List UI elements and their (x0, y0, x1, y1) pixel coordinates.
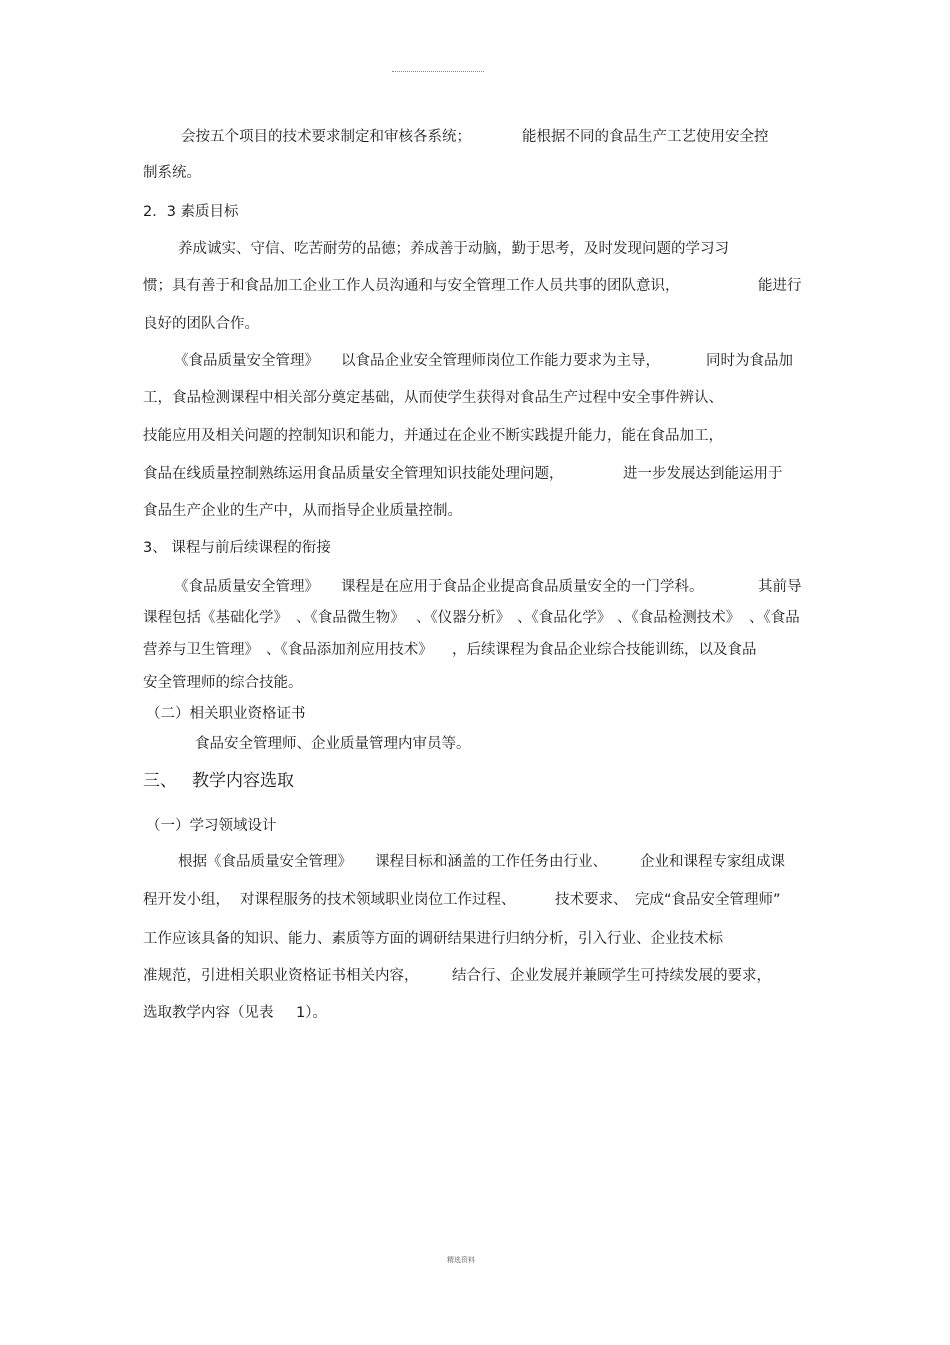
text-line: 工，食品检测课程中相关部分奠定基础，从而使学生获得对食品生产过程中安全事件辨认、 (143, 390, 723, 406)
text-line: 课程包括《基础化学》 (143, 610, 288, 626)
text-line: 以食品企业安全管理师岗位工作能力要求为主导， (341, 353, 660, 369)
section-heading: （二）相关职业资格证书 (146, 706, 306, 722)
text-line: ，后续课程为食品企业综合技能训练，以及食品 (452, 642, 757, 658)
text-line: 课程是在应用于食品企业提高食品质量安全的一门学科。 (341, 579, 704, 595)
section-heading: 2．3 素质目标 (143, 204, 239, 220)
text-line: 程开发小组， (143, 892, 230, 908)
text-line: 技能应用及相关问题的控制知识和能力，并通过在企业不断实践提升能力，能在食品加工， (143, 428, 723, 444)
text-line: 、《食品检测技术》 (617, 610, 741, 626)
text-line: 食品在线质量控制熟练运用食品质量安全管理知识技能处理问题， (143, 466, 564, 482)
text-line: 安全管理师的综合技能。 (143, 675, 303, 691)
text-line: 其前导 (758, 579, 802, 595)
text-line: 营养与卫生管理》 (143, 642, 259, 658)
text-line: 能进行 (758, 278, 802, 294)
text-line: 、《仪器分析》 (416, 610, 511, 626)
text-line: 《食品质量安全管理》 (174, 353, 319, 369)
text-line: 《食品质量安全管理》 (174, 579, 319, 595)
page-footer: 精选资料 (447, 1256, 475, 1264)
text-line: 完成“食品安全管理师” (635, 892, 781, 908)
text-line: 准规范，引进相关职业资格证书相关内容， (143, 968, 419, 984)
text-line: 根据《食品质量安全管理》 (178, 854, 352, 870)
section-heading: 3、 课程与前后续课程的衔接 (143, 540, 331, 556)
section-heading: （一）学习领域设计 (146, 818, 277, 834)
chapter-heading: 教学内容选取 (192, 771, 294, 791)
text-line: 食品生产企业的生产中，从而指导企业质量控制。 (143, 503, 462, 519)
text-line: 良好的团队合作。 (143, 316, 259, 332)
text-line: 企业和课程专家组成课 (640, 854, 785, 870)
text-line: 制系统。 (143, 165, 201, 181)
text-line: 结合行、企业发展并兼顾学生可持续发展的要求， (452, 968, 771, 984)
chapter-number: 三、 (143, 771, 177, 791)
text-line: 进一步发展达到能运用于 (623, 466, 783, 482)
text-line: 惯；具有善于和食品加工企业工作人员沟通和与安全管理工作人员共事的团队意识， (143, 278, 680, 294)
text-line: 、《食品微生物》 (296, 610, 405, 626)
text-line: 对课程服务的技术领域职业岗位工作过程、 (240, 892, 516, 908)
text-line: 食品安全管理师、企业质量管理内审员等。 (195, 736, 471, 752)
text-line: 同时为食品加 (706, 353, 793, 369)
text-line: 、《食品化学》 (517, 610, 612, 626)
text-line: 能根据不同的食品生产工艺使用安全控 (522, 129, 769, 145)
text-line: 会按五个项目的技术要求制定和审核各系统； (181, 129, 471, 145)
text-line: 技术要求、 (555, 892, 628, 908)
text-line: 工作应该具备的知识、能力、素质等方面的调研结果进行归纳分析，引入行业、企业技术标 (143, 931, 723, 947)
text-line: 、《食品 (749, 610, 800, 626)
text-line: 选取教学内容（见表 (143, 1005, 274, 1021)
text-line: 养成诚实、守信、吃苦耐劳的品德；养成善于动脑，勤于思考，及时发现问题的学习习 (178, 241, 729, 257)
text-line: 1）。 (296, 1005, 327, 1021)
text-line: 课程目标和涵盖的工作任务由行业、 (375, 854, 607, 870)
text-line: 、《食品添加剂应用技术》 (266, 642, 433, 658)
header-rule (392, 71, 484, 72)
